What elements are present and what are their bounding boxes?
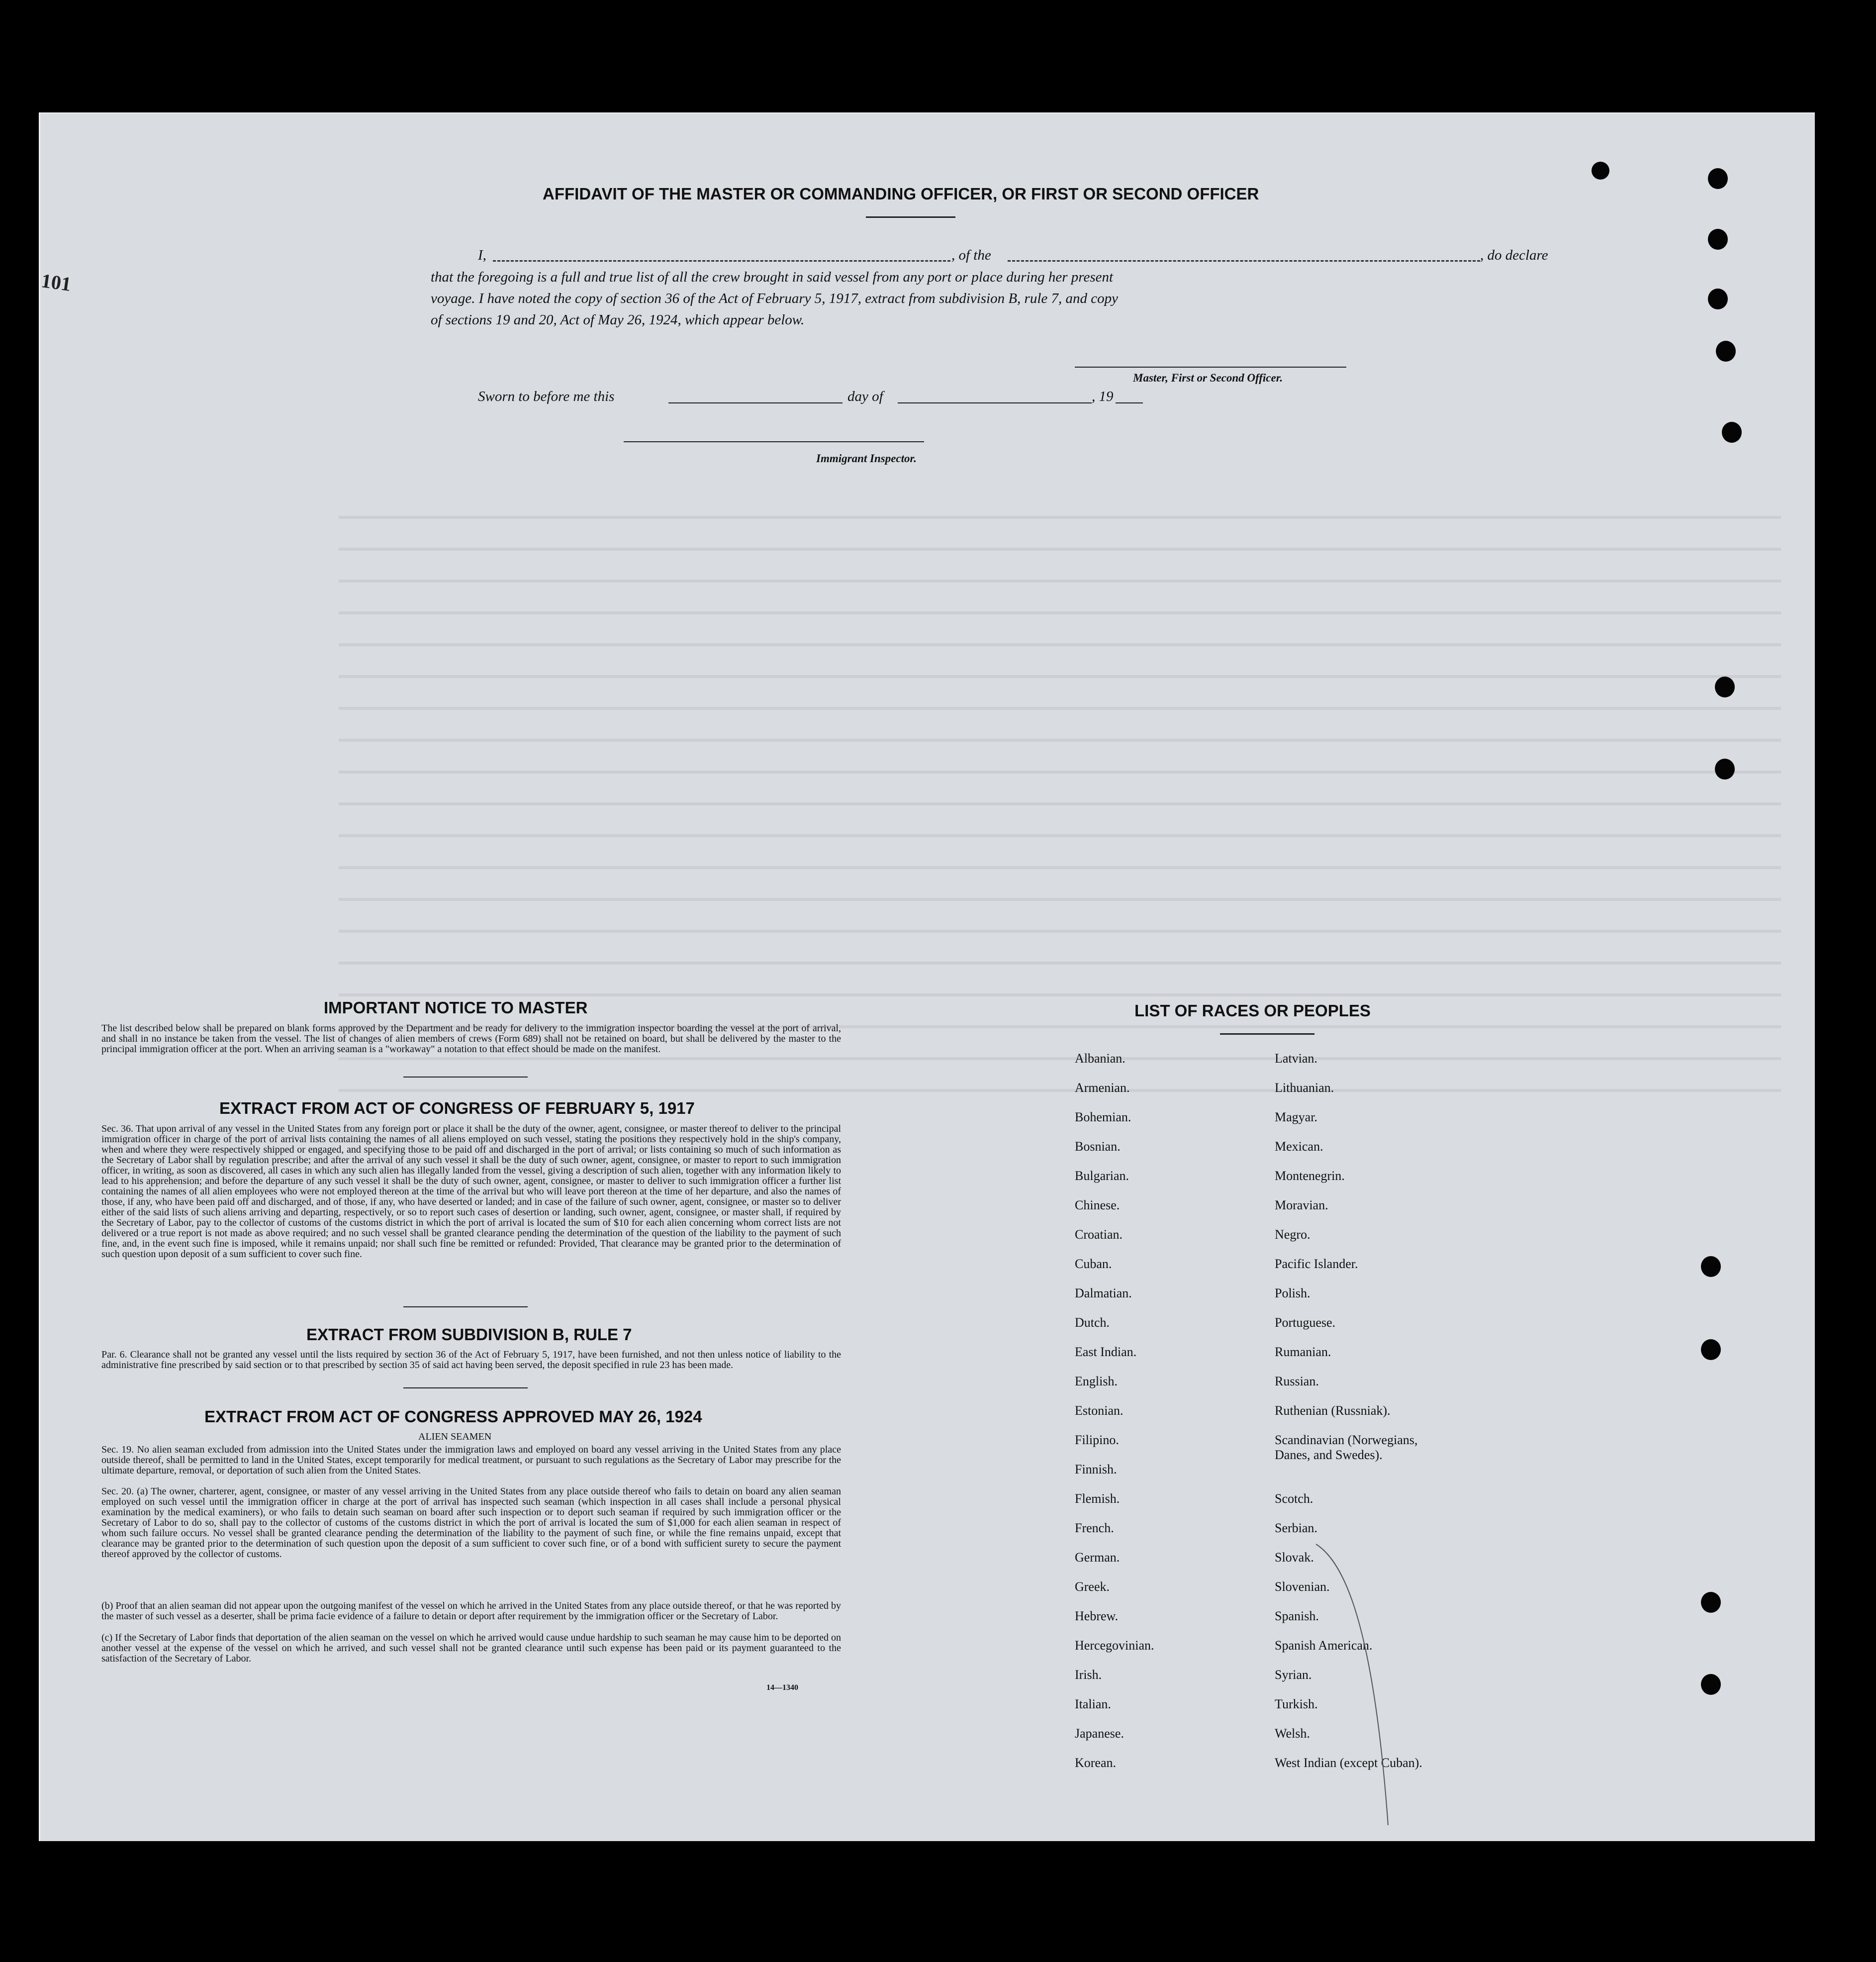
race-left: German.: [1075, 1550, 1120, 1565]
race-right: Russian.: [1275, 1374, 1319, 1388]
sworn-month-blank[interactable]: [898, 402, 1092, 403]
punch-hole: [1701, 1674, 1721, 1695]
inspector-label: Immigrant Inspector.: [816, 452, 917, 465]
sworn-prefix: Sworn to before me this: [478, 389, 615, 404]
race-left: Croatian.: [1075, 1227, 1123, 1242]
race-left: Dalmatian.: [1075, 1286, 1132, 1300]
punch-hole: [1708, 168, 1728, 189]
alien-seamen-subtitle: ALIEN SEAMEN: [418, 1431, 492, 1442]
race-left: Cuban.: [1075, 1257, 1112, 1271]
affidavit-of-the: , of the: [951, 247, 991, 263]
race-left: Japanese.: [1075, 1726, 1124, 1741]
race-right: Welsh.: [1275, 1726, 1310, 1741]
race-left: Greek.: [1075, 1579, 1110, 1594]
punch-hole: [1708, 289, 1728, 309]
affidavit-line-4: of sections 19 and 20, Act of May 26, 1924, which appear below.: [431, 312, 805, 328]
race-right: Turkish.: [1275, 1697, 1318, 1711]
sworn-day-blank[interactable]: [668, 402, 843, 403]
race-right: Pacific Islander.: [1275, 1257, 1358, 1271]
race-right: Montenegrin.: [1275, 1169, 1345, 1183]
punch-hole: [1715, 677, 1735, 697]
divider: [403, 1077, 528, 1078]
race-right: Rumanian.: [1275, 1345, 1331, 1359]
race-right: Slovenian.: [1275, 1579, 1330, 1594]
sec20b-text: (b) Proof that an alien seaman did not appear upon the outgoing manifest of the vessel on which he arrived in the United States from any place outside thereof, or that he was reported by the master of such vessel as a deserter, shall be prima facie evidence of a failure to detain or deport after requirement by the immigration officer or the Secretary of Labor.: [101, 1600, 841, 1622]
master-signature-line[interactable]: [1075, 367, 1346, 368]
race-right: Latvian.: [1275, 1051, 1317, 1066]
race-left: French.: [1075, 1521, 1114, 1535]
race-left: English.: [1075, 1374, 1118, 1388]
race-left: Bohemian.: [1075, 1110, 1131, 1124]
race-left: Estonian.: [1075, 1403, 1124, 1418]
affidavit-title: AFFIDAVIT OF THE MASTER OR COMMANDING OFFICER, OR FIRST OR SECOND OFFICER: [543, 185, 1259, 203]
page-number-mark: 101: [40, 269, 73, 295]
race-left: Irish.: [1075, 1668, 1102, 1682]
sworn-year: , 19: [1092, 389, 1114, 404]
affidavit-i: I,: [478, 247, 486, 263]
sec19-text: Sec. 19. No alien seaman excluded from admission into the United States under the immigration laws and employed on board any vessel arriving in the United States from any place outside thereof, shall be permitted to land in the United States, except temporarily for medical treatment, or pursuant to such regulations as the Secretary of Labor may prescribe for the ultimate departure, removal, or deportation of such alien from the United States.: [101, 1444, 841, 1476]
race-left: Bosnian.: [1075, 1139, 1121, 1154]
punch-hole: [1708, 229, 1728, 250]
race-right: Serbian.: [1275, 1521, 1317, 1535]
race-right: Scotch.: [1275, 1491, 1313, 1506]
race-left: Filipino.: [1075, 1433, 1119, 1447]
race-right: Spanish American.: [1275, 1638, 1373, 1653]
race-right: Ruthenian (Russniak).: [1275, 1403, 1391, 1418]
punch-hole: [1701, 1256, 1721, 1277]
race-right: Mexican.: [1275, 1139, 1323, 1154]
race-right: Moravian.: [1275, 1198, 1328, 1212]
affidavit-do-declare: , do declare: [1480, 247, 1548, 263]
race-left: Flemish.: [1075, 1491, 1120, 1506]
race-left: Albanian.: [1075, 1051, 1126, 1066]
race-right: Portuguese.: [1275, 1315, 1336, 1330]
race-left: Finnish.: [1075, 1462, 1117, 1476]
race-right: Polish.: [1275, 1286, 1311, 1300]
affidavit-line-2: that the foregoing is a full and true list of all the crew brought in said vessel from any port or place during her present: [431, 269, 1114, 285]
race-left: Italian.: [1075, 1697, 1111, 1711]
name-blank[interactable]: [493, 260, 950, 262]
race-right: Lithuanian.: [1275, 1080, 1334, 1095]
notice-text: The list described below shall be prepared on blank forms approved by the Department and be ready for delivery to the immigration inspector boarding the vessel at the port of arrival, and shall in no instance be taken from the vessel. The list of changes of alien members of crews (Form 689) shall not be retained on board, but shall be delivered by the master to the principal immigration officer at the port. When an arriving seaman is a "workaway" a notation to that effect should be made on the manifest.: [101, 1023, 841, 1055]
punch-hole: [1715, 759, 1735, 780]
race-left: Armenian.: [1075, 1080, 1130, 1095]
extract-rule7-title: EXTRACT FROM SUBDIVISION B, RULE 7: [306, 1325, 632, 1344]
form-number: 14—1340: [766, 1683, 798, 1692]
sworn-year-blank[interactable]: [1116, 402, 1143, 403]
sec20a-text: Sec. 20. (a) The owner, charterer, agent, consignee, or master of any vessel arriving in the United States from any place outside thereof who fails to detain on board any alien seaman employed on such vessel until the immigration officer in charge at the port of arrival has inspected such seaman (which inspection in all cases shall include a personal physical examination by the medical examiners), or who fails to detain such seaman on board after such inspection or to deport such seaman if required by such immigration officer or the Secretary of Labor to do so, shall pay to the collector of customs of the customs district in which the port of arrival is located the sum of $1,000 for each alien seaman in respect of whom such failure occurs. No vessel shall be granted clearance pending the determination of the liability to the payment of such fine, or while the fine remains unpaid, except that clearance may be granted prior to the determination of such question upon the deposit of a sum sufficient to cover such fine, or of a bond with sufficient surety to secure the payment thereof approved by the collector of customs.: [101, 1486, 841, 1560]
race-left: Bulgarian.: [1075, 1169, 1129, 1183]
race-right: Slovak.: [1275, 1550, 1314, 1565]
divider: [403, 1387, 528, 1388]
punch-hole: [1716, 341, 1736, 362]
pencil-stroke: [1313, 1542, 1393, 1830]
race-left: Chinese.: [1075, 1198, 1120, 1212]
race-right: West Indian (except Cuban).: [1275, 1756, 1422, 1770]
inspector-signature-line[interactable]: [624, 441, 924, 442]
race-right: Syrian.: [1275, 1668, 1312, 1682]
punch-hole: [1592, 162, 1609, 180]
sec20c-text: (c) If the Secretary of Labor finds that deportation of the alien seaman on the vessel on which he arrived would cause undue hardship to such seaman he may cause him to be deported on another vessel at the expense of the vessel on which he arrived, and such vessel shall not be granted clearance until such expense has been paid or its payment guaranteed to the satisfaction of the Secretary of Labor.: [101, 1632, 841, 1664]
form-sheet: [39, 112, 1815, 1841]
punch-hole: [1701, 1339, 1721, 1360]
races-underline: [1220, 1033, 1314, 1035]
punch-hole: [1701, 1592, 1721, 1613]
title-underline: [866, 216, 955, 218]
vessel-blank[interactable]: [1008, 260, 1480, 262]
affidavit-line-3: voyage. I have noted the copy of section 36 of the Act of February 5, 1917, extract from subdivision B, rule 7, and copy: [431, 291, 1119, 306]
race-left: Dutch.: [1075, 1315, 1110, 1330]
punch-hole: [1722, 422, 1742, 443]
race-left: East Indian.: [1075, 1345, 1137, 1359]
race-right: Negro.: [1275, 1227, 1311, 1242]
extract-1924-title: EXTRACT FROM ACT OF CONGRESS APPROVED MAY 26, 1924: [204, 1407, 702, 1426]
master-signature-label: Master, First or Second Officer.: [1133, 372, 1283, 384]
notice-title: IMPORTANT NOTICE TO MASTER: [324, 998, 588, 1017]
race-left: Korean.: [1075, 1756, 1117, 1770]
races-title: LIST OF RACES OR PEOPLES: [1134, 1001, 1371, 1020]
race-left: Hercegovinian.: [1075, 1638, 1154, 1653]
extract-1917-title: EXTRACT FROM ACT OF CONGRESS OF FEBRUARY 5, 1917: [219, 1099, 695, 1117]
extract-rule7-text: Par. 6. Clearance shall not be granted any vessel until the lists required by section 36 of the Act of February 5, 1917, have been furnished, and not then unless notice of liability to the administrative fine prescribed by said section or to that prescribed by section 35 of said act having been served, the deposit specified in rule 23 has been made.: [101, 1349, 841, 1371]
race-right: Scandinavian (Norwegians, Danes, and Swedes).: [1275, 1433, 1418, 1462]
sworn-day-of: day of: [847, 389, 883, 404]
extract-1917-text: Sec. 36. That upon arrival of any vessel in the United States from any foreign port or place it shall be the duty of the owner, agent, consignee, or master thereof to deliver to the principal immigration officer in charge of the port of arrival lists containing the names of all aliens employed on such vessel, stating the positions they respectively hold in the ship's company, when and where they were respectively shipped or engaged, and specifying those to be paid off and discharged in the port of arrival; or lists containing so much of such information as the Secretary of Labor shall by regulation prescribe; and after the arrival of any such vessel it shall be the duty of such owner, agent, consignee, or master to report to such immigration officer, in writing, as soon as discovered, all cases in which any such alien has illegally landed from the vessel, giving a description of such alien, together with any information likely to lead to his apprehension; and before the departure of any such vessel it shall be the duty of such owner, agent, consignee, or master to deliver to such immigration officer a further list containing the names of all alien employees who were not employed thereon at the time of the arrival but who will leave port thereon at the time of her departure, and also the names of those, if any, who have been paid off and discharged, and of those, if any, who have deserted or landed; and in case of the failure of such owner, agent, consignee, or master so to deliver either of the said lists of such aliens arriving and departing, respectively, or so to report such cases of desertion or landing, such owner, agent, consignee, or master shall, if required by the Secretary of Labor, pay to the collector of customs of the customs district in which the port of arrival is located the sum of $10 for each alien concerning whom correct lists are not delivered or a true report is not made as above required; and no such vessel shall be granted clearance pending the determination of the question of the liability to the payment of such fine, and, in the event such fine is imposed, while it remains unpaid; nor shall such fine be remitted or refunded: Provided, That clearance may be granted prior to the determination of such question upon deposit of a sum sufficient to cover such fine.: [101, 1123, 841, 1260]
race-right: Magyar.: [1275, 1110, 1317, 1124]
race-right: Spanish.: [1275, 1609, 1319, 1623]
divider: [403, 1306, 528, 1307]
race-left: Hebrew.: [1075, 1609, 1119, 1623]
